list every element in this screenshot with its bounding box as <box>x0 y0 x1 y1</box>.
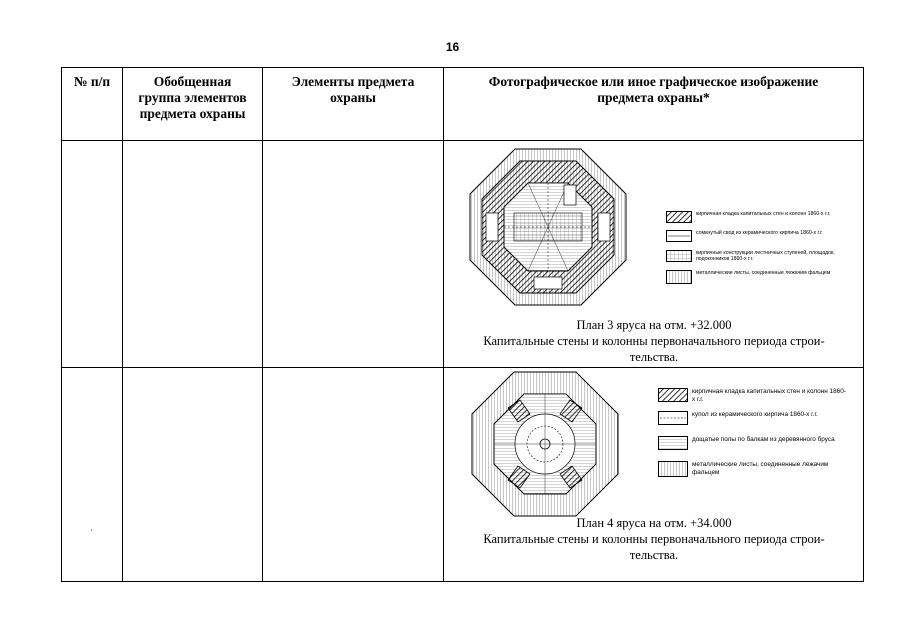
stairs-swatch-icon <box>666 250 692 262</box>
legend-item <box>658 388 847 404</box>
header-number: № п/п <box>62 68 123 141</box>
dome-swatch-icon <box>658 411 688 425</box>
metal-sheet-swatch-icon <box>666 270 692 284</box>
row1-elements <box>263 141 444 368</box>
caption-title: План 4 яруса на отм. +34.000 <box>576 516 732 530</box>
legend-item <box>666 270 846 284</box>
legend-item <box>666 211 846 223</box>
page-number: 16 <box>445 40 460 54</box>
brick-wall-swatch-icon <box>658 388 688 402</box>
caption-line: тельства. <box>629 548 679 562</box>
table-row <box>62 368 864 582</box>
table-header-row <box>62 68 864 141</box>
row2-number: · <box>62 368 123 582</box>
legend-item <box>658 436 847 450</box>
legend-label: кирпичные конструкции лестничных ступеней, площадок, подоконников 1860-х г.г. <box>696 250 835 262</box>
caption-line: Капитальные стены и колонны первоначального периода строи- <box>483 334 825 348</box>
row2-figure-cell <box>444 368 864 582</box>
legend-label: сомкнутый свод из керамического кирпича 1860-х г.г. <box>696 230 823 236</box>
header-group: Обобщенная группа элементов предмета охраны <box>123 68 263 141</box>
legend-item <box>658 461 847 477</box>
legend-label: металлические листы, соединенные лежачим фальцем <box>692 461 829 476</box>
legend-item <box>666 250 846 262</box>
caption-title: План 3 яруса на отм. +32.000 <box>576 318 732 332</box>
plank-floor-swatch-icon <box>658 436 688 450</box>
metal-sheet-swatch-icon <box>658 461 688 477</box>
brick-wall-swatch-icon <box>666 211 692 223</box>
table-row <box>62 141 864 368</box>
row1-group <box>123 141 263 368</box>
legend-label: купол из керамического кирпича 1860-х г.г. <box>692 411 818 418</box>
legend-label: дощатые полы по балкам из деревянного бруса <box>692 436 835 443</box>
legend-label: кирпичная кладка капитальных стен и колонн 1860-х г.г. <box>696 211 831 217</box>
legend-label: кирпичная кладка капитальных стен и колонн 1860-х г.г. <box>692 388 846 403</box>
caption-line: тельства. <box>629 350 679 364</box>
header-image: Фотографическое или иное графическое изображение предмета охраны* <box>444 68 864 141</box>
legend-item <box>666 230 846 242</box>
legend-label: металлические листы, соединенные лежачим фальцем <box>696 270 831 276</box>
legend-item <box>658 411 847 425</box>
plan-tier4-drawing <box>470 370 620 518</box>
row2-elements <box>263 368 444 582</box>
row1-figure-cell <box>444 141 864 368</box>
vault-swatch-icon <box>666 230 692 242</box>
caption-line: Капитальные стены и колонны первоначального периода строи- <box>483 532 825 546</box>
row2-group <box>123 368 263 582</box>
plan-tier3-drawing <box>468 147 628 307</box>
row1-number <box>62 141 123 368</box>
header-elements: Элементы предмета охраны <box>263 68 444 141</box>
protection-subject-table <box>61 67 864 582</box>
